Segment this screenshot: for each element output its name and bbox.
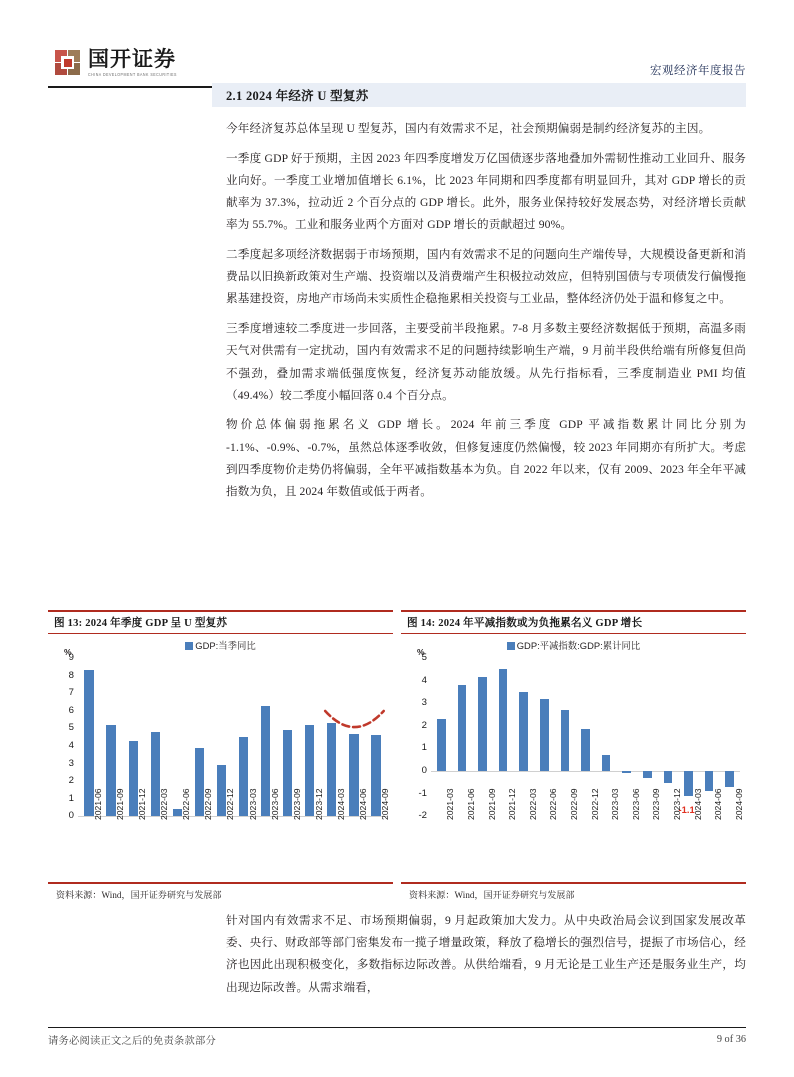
footer-divider: [48, 1027, 746, 1028]
body-content: [226, 118, 746, 511]
chart-bar: [437, 719, 446, 771]
x-axis-tick: 2022-12: [589, 788, 600, 821]
x-axis-tick: 2024-06: [357, 788, 368, 821]
x-axis-tick: 2021-06: [465, 788, 476, 821]
y-axis-tick: 1: [421, 742, 427, 754]
y-axis-tick: 5: [68, 722, 74, 734]
figure-14-source: 资料来源：Wind，国开证券研究与发展部: [409, 889, 575, 900]
paragraph: 三季度增速较二季度进一步回落，主要受前半段拖累。7-8 月多数主要经济数据低于预期，高温多雨天气对供需有一定扰动，国内有效需求不足的问题持续影响生产端，9 月前半段供给端有所修复但尚不强劲，叠加需求端低强度恢复，经济复苏动能放缓。从先行指标看，三季度制造业 PMI 均值（49.4%）较二季度小幅回落 0.4 个百分点。: [226, 322, 746, 402]
figure-13: [48, 610, 393, 910]
figure-13-title: 图 13: 2024 年季度 GDP 呈 U 型复苏: [54, 617, 228, 629]
logo-mark-icon: [55, 50, 81, 76]
x-axis-tick: 2023-06: [269, 788, 280, 821]
chart-bar: [622, 771, 631, 773]
company-logo: [55, 48, 177, 76]
legend-label: GDP:平减指数:GDP:累计同比: [516, 640, 641, 652]
logo-company-name-cn: 国开证券: [88, 46, 176, 71]
chart-bar: [561, 710, 570, 771]
chart-bar: [664, 771, 673, 783]
x-axis-tick: 2024-06: [713, 788, 724, 821]
x-axis-tick: 2021-03: [445, 788, 456, 821]
figure-14: [401, 610, 746, 910]
y-axis-unit-label: %: [64, 647, 72, 658]
x-axis-tick: 2021-06: [93, 788, 104, 821]
chart-bar: [283, 730, 292, 816]
section-title-text: 2.1 2024 年经济 U 型复苏: [226, 89, 369, 103]
figures-row: [48, 610, 746, 910]
x-axis-tick: 2024-09: [733, 788, 744, 821]
chart-bar: [239, 737, 248, 816]
y-axis-tick: 9: [68, 652, 74, 664]
paragraph: 今年经济复苏总体呈现 U 型复苏，国内有效需求不足，社会预期偏弱是制约经济复苏的主因。: [226, 122, 711, 135]
x-axis-tick: 2022-06: [548, 788, 559, 821]
y-axis-tick: 3: [421, 697, 427, 709]
y-axis-tick: -1: [418, 787, 427, 799]
figure-13-canvas: [48, 634, 393, 882]
footer-page-number: 9 of 36: [716, 1034, 746, 1045]
u-shape-annotation-icon: [48, 634, 393, 882]
footer-disclaimer: 请务必阅读正文之后的免责条款部分: [48, 1036, 216, 1047]
x-axis-tick: 2024-03: [692, 788, 703, 821]
y-axis-tick: 0: [421, 765, 427, 777]
chart-bar: [305, 725, 314, 816]
y-axis-tick: 4: [68, 739, 74, 751]
x-axis-tick: 2022-09: [203, 788, 214, 821]
y-axis-tick: 7: [68, 687, 74, 699]
x-axis-tick: 2022-12: [225, 788, 236, 821]
y-axis-tick: -2: [418, 810, 427, 822]
x-axis-tick: 2023-06: [630, 788, 641, 821]
y-axis-tick: 2: [421, 719, 427, 731]
x-axis-tick: 2022-03: [527, 788, 538, 821]
x-axis-tick: 2021-09: [486, 788, 497, 821]
paragraph: 一季度 GDP 好于预期，主因 2023 年四季度增发万亿国债逐步落地叠加外需韧性推动工业回升、服务业向好。一季度工业增加值增长 6.1%，比 2023 年同期和四季度都有明显回升，其对 GDP 增长的贡献率为 37.3%，拉动近 2 个百分点的 GDP 增长。此外，服务业保持较好发展态势，对经济增长贡献率为 55.7%。工业和服务业两个方面对 GDP 增长的贡献超过 90%。: [226, 151, 746, 232]
x-axis-tick: 2023-09: [651, 788, 662, 821]
chart-bar: [540, 699, 549, 771]
y-axis-tick: 1: [68, 792, 74, 804]
x-axis-tick: 2022-06: [181, 788, 192, 821]
chart-bar: [261, 706, 270, 817]
chart-bar: [602, 755, 611, 771]
y-axis-unit-label: %: [417, 647, 425, 658]
x-axis-tick: 2023-09: [291, 788, 302, 821]
chart-bar: [499, 669, 508, 771]
x-axis-tick: 2021-12: [507, 788, 518, 821]
x-axis-tick: 2021-09: [115, 788, 126, 821]
bottom-body-content: [226, 910, 746, 1006]
figure-13-source: 资料来源：Wind，国开证券研究与发展部: [56, 889, 222, 900]
data-point-label: -1.1: [678, 803, 695, 815]
chart-bar: [458, 685, 467, 771]
x-axis-tick: 2023-12: [313, 788, 324, 821]
x-axis-tick: 2023-03: [610, 788, 621, 821]
chart-bar: [478, 677, 487, 771]
legend-label: GDP:当季同比: [195, 640, 256, 652]
x-axis-tick: 2024-03: [335, 788, 346, 821]
chart-bar: [684, 771, 693, 796]
y-axis-tick: 2: [68, 775, 74, 787]
figure-14-canvas: [401, 634, 746, 882]
page-footer: [48, 1032, 746, 1047]
x-axis-tick: 2022-03: [159, 788, 170, 821]
paragraph: 物价总体偏弱拖累名义 GDP 增长。2024 年前三季度 GDP 平减指数累计同比分别为 -1.1%、-0.9%、-0.7%，虽然总体逐季收敛，但修复速度仍然偏慢，较 2023 年同期亦有所扩大。考虑到四季度物价走势仍将偏弱，全年平减指数基本为负。自 2022 年以来，仅有 2009、2023 年全年平减指数为负，且 2024 年数值或低于两者。: [226, 418, 746, 499]
chart-bar: [581, 729, 590, 771]
chart-bar: [519, 692, 528, 771]
x-axis-tick: 2023-12: [671, 788, 682, 821]
chart-bar: [725, 771, 734, 787]
figure-14-title: 图 14: 2024 年平减指数或为负拖累名义 GDP 增长: [407, 617, 643, 629]
y-axis-tick: 0: [68, 810, 74, 822]
page-header: [48, 40, 746, 88]
x-axis-tick: 2024-09: [379, 788, 390, 821]
y-axis-tick: 5: [421, 652, 427, 664]
axis-baseline: [431, 771, 740, 772]
y-axis-tick: 8: [68, 669, 74, 681]
y-axis-tick: 4: [421, 674, 427, 686]
figure-13-plot: [48, 634, 393, 882]
figure-14-plot: [401, 634, 746, 882]
x-axis-tick: 2021-12: [137, 788, 148, 821]
logo-company-name-en: CHINA DEVELOPMENT BANK SECURITIES: [88, 72, 177, 78]
chart-bar: [643, 771, 652, 778]
x-axis-tick: 2022-09: [568, 788, 579, 821]
y-axis-tick: 6: [68, 704, 74, 716]
y-axis-tick: 3: [68, 757, 74, 769]
paragraph: 针对国内有效需求不足、市场预期偏弱，9 月起政策加大发力。从中央政治局会议到国家发展改革委、央行、财政部等部门密集发布一揽子增量政策，释放了稳增长的强烈信号，提振了市场信心，经济也因此出现积极变化，多数指标边际改善。从供给端看，9 月无论是工业生产还是服务业生产，均出现边际改善。从需求端看，: [226, 914, 746, 994]
x-axis-tick: 2023-03: [247, 788, 258, 821]
paragraph: 二季度起多项经济数据弱于市场预期，国内有效需求不足的问题向生产端传导，大规模设备更新和消费品以旧换新政策对生产端、投资端以及消费端产生积极拉动效应，但特别国债与专项债发行偏慢拖累基建投资，房地产市场尚未实质性企稳拖累相关投资与工业品，整体经济仍处于温和修复之中。: [226, 248, 746, 306]
section-title: [212, 83, 746, 107]
report-type-label: 宏观经济年度报告: [650, 65, 746, 77]
